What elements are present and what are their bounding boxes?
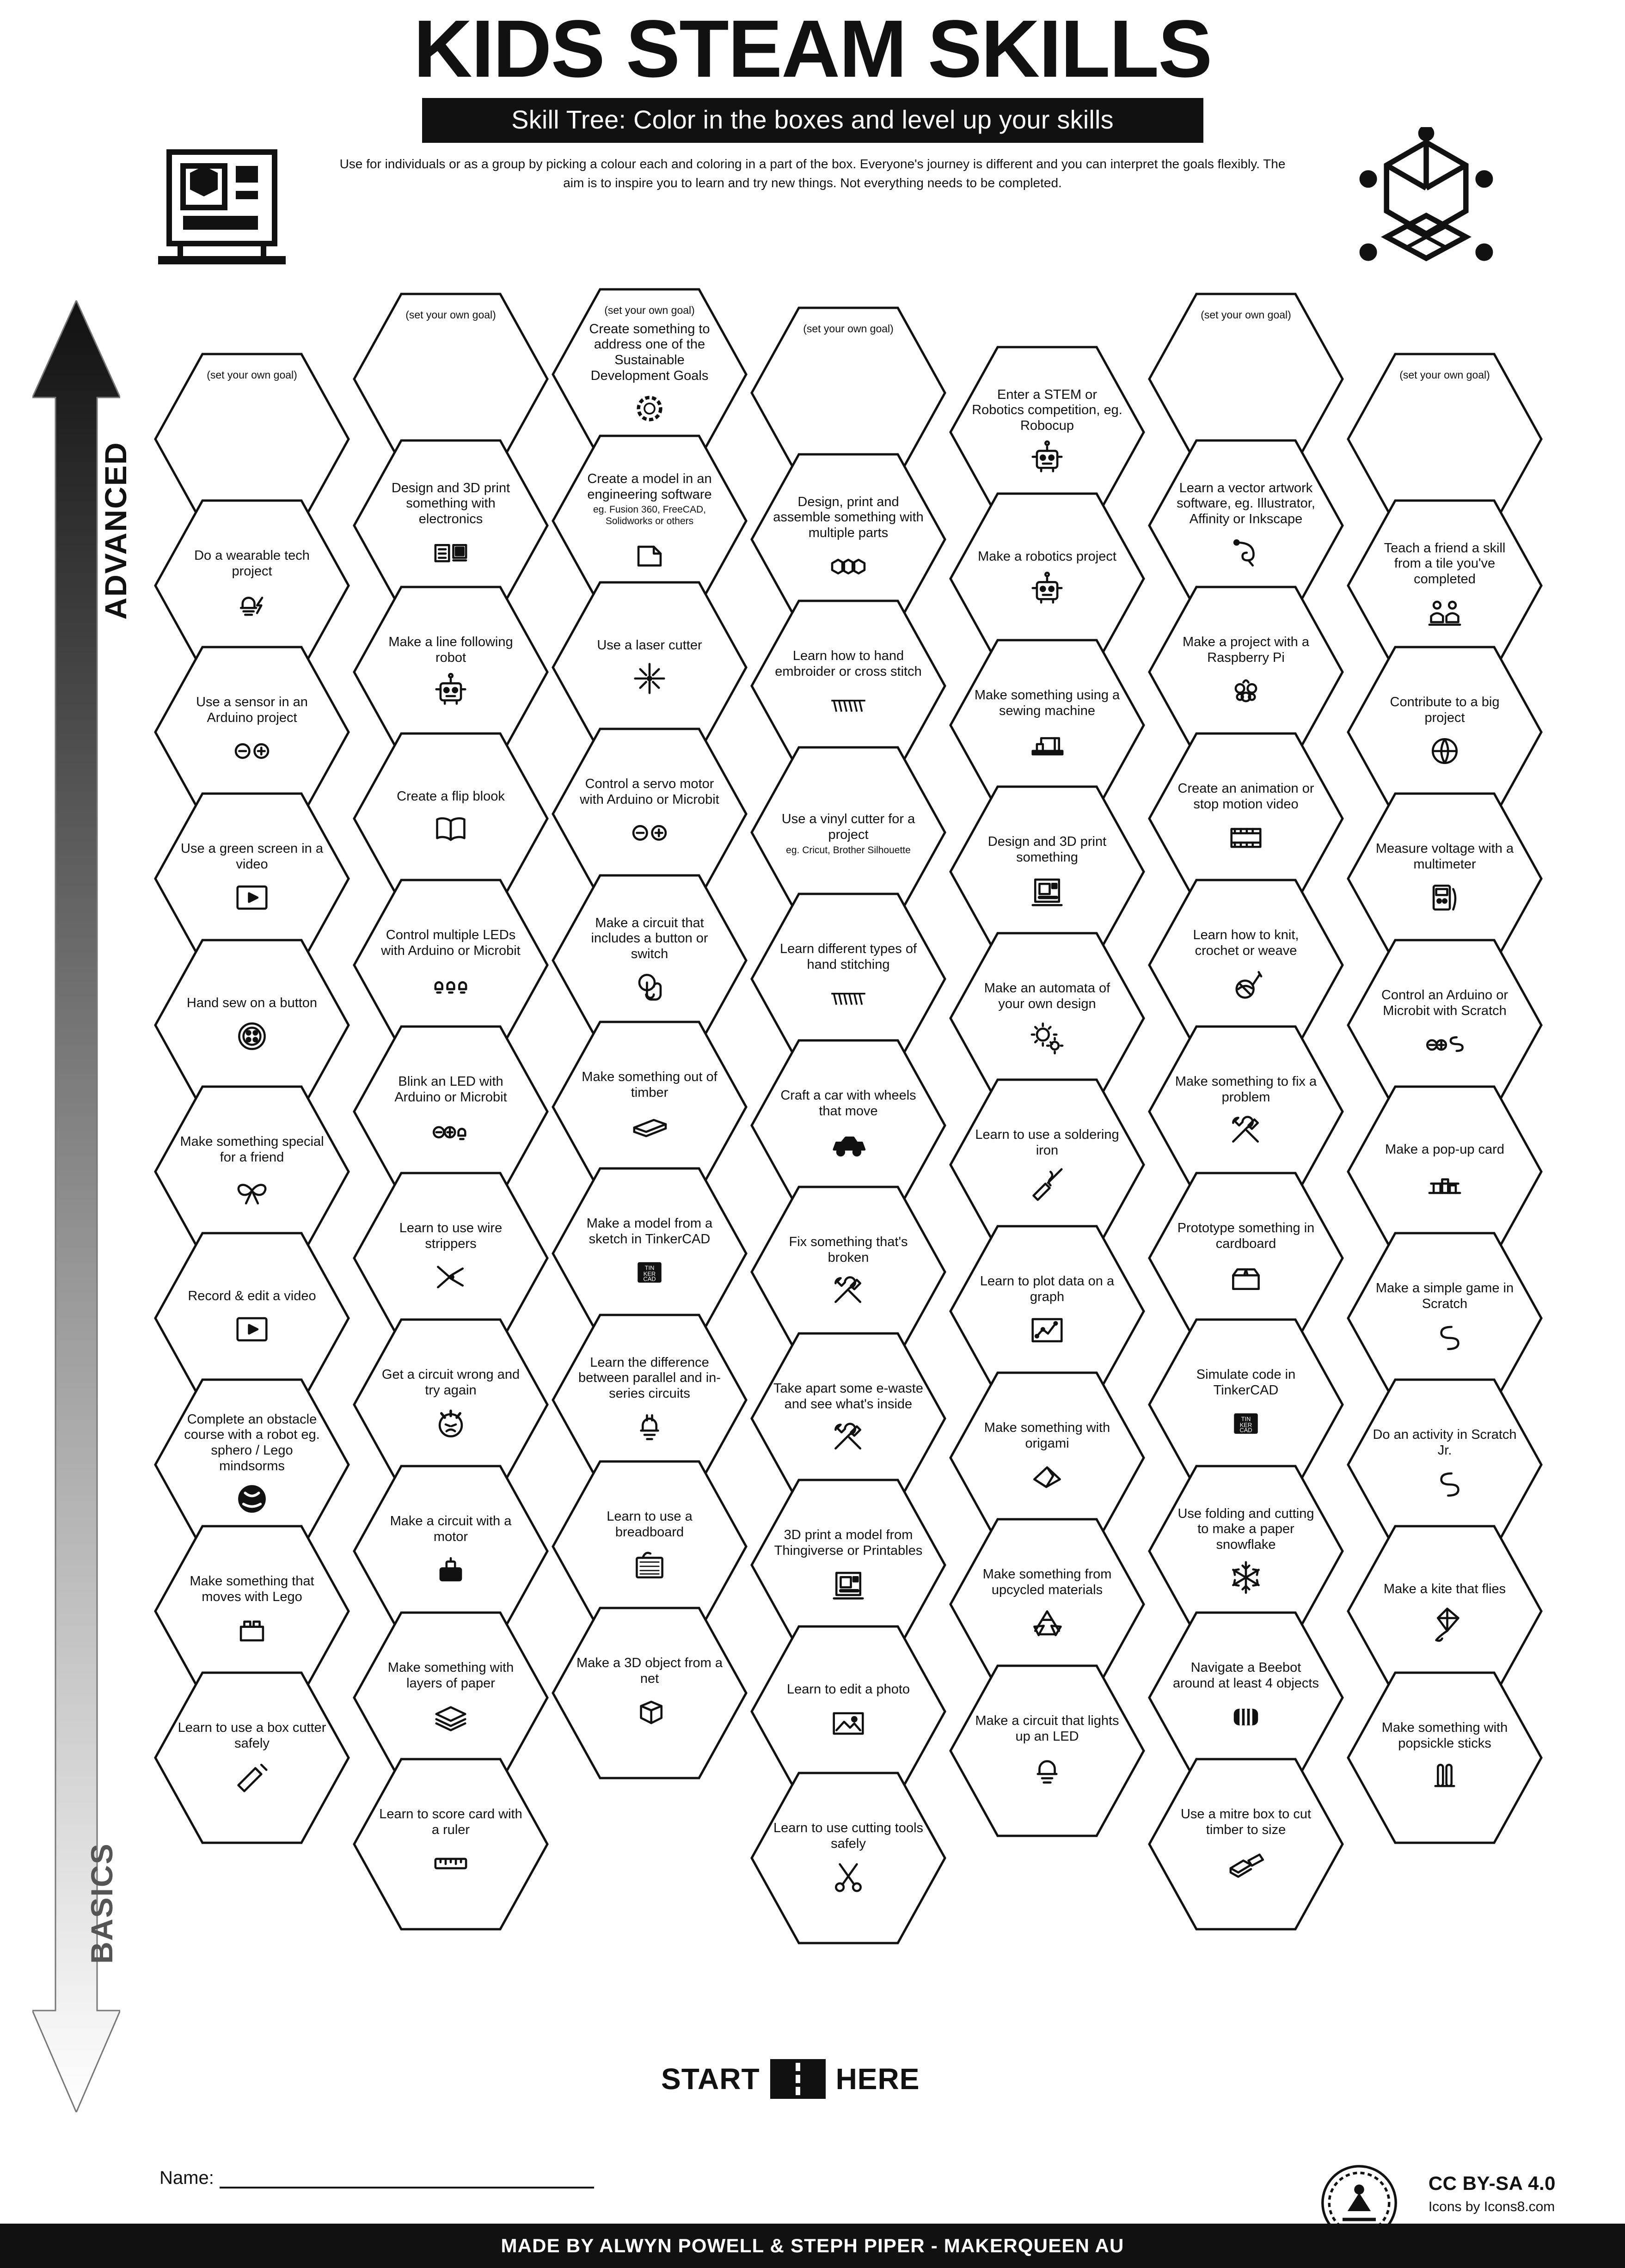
subtitle-banner: Skill Tree: Color in the boxes and level up your skills xyxy=(422,98,1203,143)
timber-icon xyxy=(628,1105,671,1147)
stitch-icon xyxy=(827,977,870,1019)
printer-icon xyxy=(827,1563,870,1605)
sdg-wheel-icon xyxy=(628,387,671,430)
multi-parts-icon xyxy=(827,544,870,587)
tile-label: Contribute to a big project xyxy=(1390,695,1500,725)
globe-icon xyxy=(1423,730,1466,772)
press-button-icon xyxy=(628,966,671,1008)
tile-label: Make a line following robot xyxy=(388,635,513,665)
tile-label: Learn to use wire strippers xyxy=(399,1221,503,1251)
arduino-icon xyxy=(628,812,671,854)
led-lightning-icon xyxy=(231,583,273,626)
led-circuit-icon xyxy=(628,1405,671,1448)
tile-label: Design and 3D print something with electronics xyxy=(391,480,510,526)
tile-label: Create a flip blook xyxy=(397,789,505,804)
tile-goal-placeholder: (set your own goal) xyxy=(1399,369,1490,381)
tile-label: Make a robotics project xyxy=(978,549,1116,564)
skill-tile[interactable] xyxy=(153,1670,351,1846)
name-label: Name: xyxy=(159,2168,214,2188)
tile-label: Make something from upcycled materials xyxy=(982,1567,1112,1597)
svg-text:TIN: TIN xyxy=(1241,1415,1251,1423)
box-cutter-icon xyxy=(231,1755,273,1798)
tile-label: Make something with layers of paper xyxy=(387,1660,514,1691)
svg-text:KER: KER xyxy=(1239,1421,1252,1428)
scratch-icon xyxy=(1423,1316,1466,1358)
led-icon xyxy=(1026,1748,1068,1791)
tools-icon xyxy=(1225,1109,1267,1152)
tile-label: Learn how to knit, crochet or weave xyxy=(1193,928,1299,958)
stitch-icon xyxy=(827,684,870,726)
kite-icon xyxy=(1423,1601,1466,1644)
tile-label: Learn to score card with a ruler xyxy=(379,1807,522,1837)
tile-label: Make something out of timber xyxy=(582,1070,717,1100)
tile-label: Use a mitre box to cut timber to size xyxy=(1180,1807,1312,1837)
tile-goal-placeholder: (set your own goal) xyxy=(1201,309,1291,321)
tile-label: Make a project with a Raspberry Pi xyxy=(1182,635,1309,665)
arduino-icon xyxy=(231,730,273,772)
tile-label: Use a green screen in a video xyxy=(181,841,323,872)
tile-label: Make a circuit with a motor xyxy=(390,1514,512,1544)
tile-label: Make a circuit that lights up an LED xyxy=(975,1713,1119,1744)
tile-label: Learn to use a breadboard xyxy=(607,1509,693,1540)
intro-text: Use for individuals or as a group by picking a colour each and coloring in a part of the box. Everyone's journey is different and you can interpret the goals flexibly. The aim is to inspire you to learn and try new things. Not everything needs to be completed. xyxy=(339,157,1286,190)
tile-label: Use a sensor in an Arduino project xyxy=(196,695,308,725)
origami-icon xyxy=(1026,1455,1068,1498)
skill-tile[interactable] xyxy=(550,1605,749,1781)
axis-label-basics: BASICS xyxy=(85,1843,119,1964)
robot-icon xyxy=(429,670,472,712)
paper-layers-icon xyxy=(429,1695,472,1738)
tile-label: Simulate code in TinkerCAD xyxy=(1196,1367,1296,1398)
tools-icon xyxy=(827,1416,870,1459)
tile-label: Make a circuit that includes a button or switch xyxy=(591,915,708,961)
teaching-icon xyxy=(1423,591,1466,633)
tools-icon xyxy=(827,1270,870,1312)
tile-label: Design and 3D print something xyxy=(987,834,1107,865)
popup-card-icon xyxy=(1423,1162,1466,1204)
svg-text:KER: KER xyxy=(643,1270,656,1277)
start-here-marker xyxy=(661,2059,920,2099)
tile-label: Craft a car with wheels that move xyxy=(780,1088,916,1119)
snowflake-icon xyxy=(1225,1556,1267,1599)
skill-tile[interactable] xyxy=(749,1770,948,1946)
multimeter-icon xyxy=(1423,876,1466,919)
license-block xyxy=(1429,2172,1556,2215)
tile-label: 3D print a model from Thingiverse or Printables xyxy=(774,1528,923,1558)
multi-led-icon xyxy=(429,963,472,1005)
tile-label: Blink an LED with Arduino or Microbit xyxy=(394,1074,507,1105)
arduino-scratch-icon xyxy=(1423,1023,1466,1065)
tile-label: Learn different types of hand stitching xyxy=(779,941,917,972)
cardboard-box-icon xyxy=(1225,1256,1267,1298)
skill-tile[interactable] xyxy=(1345,1670,1544,1846)
tile-label: Control an Arduino or Microbit with Scratch xyxy=(1381,988,1508,1018)
arduino-led-icon xyxy=(429,1109,472,1152)
breadboard-icon xyxy=(628,1544,671,1587)
animation-icon xyxy=(1225,816,1267,859)
tile-label: Make something special for a friend xyxy=(180,1134,324,1165)
tile-label: Measure voltage with a multimeter xyxy=(1375,841,1514,872)
name-input-rule[interactable] xyxy=(220,2184,594,2189)
tile-label: Control multiple LEDs with Arduino or Microbit xyxy=(381,928,521,958)
pen-tool-icon xyxy=(1225,531,1267,573)
line-chart-icon xyxy=(1026,1309,1068,1351)
book-icon xyxy=(429,808,472,851)
soldering-iron-icon xyxy=(1026,1162,1068,1205)
license-text: CC BY-SA 4.0 xyxy=(1428,2172,1556,2194)
tile-label: Do a wearable tech project xyxy=(194,548,310,579)
photo-edit-icon xyxy=(827,1701,870,1744)
tile-sublabel: eg. Cricut, Brother Silhouette xyxy=(786,844,911,856)
printer-icon xyxy=(1026,869,1068,912)
gift-bow-icon xyxy=(231,1169,273,1212)
ruler-icon xyxy=(429,1842,472,1884)
tile-goal-placeholder: (set your own goal) xyxy=(604,304,695,316)
tile-label: Learn to use cutting tools safely xyxy=(773,1821,924,1851)
skill-tile[interactable] xyxy=(948,1663,1147,1839)
robot-icon xyxy=(1026,437,1068,480)
tile-label: Use folding and cutting to make a paper snowflake xyxy=(1177,1506,1314,1552)
gears-icon xyxy=(1026,1016,1068,1058)
lego-brick-icon xyxy=(231,1609,273,1651)
axis-label-advanced: ADVANCED xyxy=(98,441,133,620)
tile-label: Create a model in an engineering software xyxy=(587,471,712,502)
scratch-icon xyxy=(1423,1462,1466,1505)
yarn-icon xyxy=(1225,963,1267,1005)
tile-label: Teach a friend a skill from a tile you've completed xyxy=(1384,540,1506,587)
tile-label: Learn the difference between parallel and in-series circuits xyxy=(578,1355,721,1401)
here-label: HERE xyxy=(835,2062,920,2096)
tile-label: Create something to address one of the Sustainable Development Goals xyxy=(589,321,710,383)
button-icon xyxy=(231,1015,273,1058)
tile-label: Learn to use a soldering iron xyxy=(975,1127,1119,1158)
beebot-icon xyxy=(1225,1695,1267,1738)
tile-label: Make a simple game in Scratch xyxy=(1375,1281,1514,1311)
video-play-icon xyxy=(231,876,273,919)
skill-tile[interactable] xyxy=(1147,1756,1345,1932)
skill-tile[interactable] xyxy=(351,1756,550,1932)
wire-strippers-icon xyxy=(429,1256,472,1298)
svg-text:CAD: CAD xyxy=(1239,1426,1252,1434)
tile-label: Make something using a sewing machine xyxy=(974,688,1120,718)
cube-net-icon xyxy=(628,1691,671,1733)
tile-label: Make something to fix a problem xyxy=(1175,1074,1317,1105)
tile-label: Do an activity in Scratch Jr. xyxy=(1373,1427,1517,1458)
tile-label: Create an animation or stop motion video xyxy=(1177,781,1314,812)
svg-text:TIN: TIN xyxy=(644,1264,655,1272)
tile-label: Learn to plot data on a graph xyxy=(980,1274,1115,1304)
tile-label: Learn a vector artwork software, eg. Illustrator, Affinity or Inkscape xyxy=(1177,480,1315,526)
laser-icon xyxy=(628,657,671,700)
car-icon xyxy=(827,1123,870,1166)
tile-label: Control a servo motor with Arduino or Microbit xyxy=(580,776,719,807)
tile-label: Make an automata of your own design xyxy=(984,981,1110,1011)
tile-label: Complete an obstacle course with a robot eg. sphero / Lego mindsorms xyxy=(184,1412,320,1473)
tile-label: Make something that moves with Lego xyxy=(190,1574,314,1604)
footer-bar: MADE BY ALWYN POWELL & STEPH PIPER - MAKERQUEEN AU xyxy=(0,2224,1625,2268)
tile-label: Learn how to hand embroider or cross stitch xyxy=(775,648,922,679)
explosion-face-icon xyxy=(429,1402,472,1445)
name-field[interactable] xyxy=(159,2168,594,2189)
tile-label: Record & edit a video xyxy=(188,1289,316,1304)
tile-label: Make a model from a sketch in TinkerCAD xyxy=(586,1216,713,1247)
page-title: KIDS STEAM SKILLS xyxy=(413,4,1212,94)
tile-label: Prototype something in cardboard xyxy=(1177,1221,1315,1251)
tile-label: Take apart some e-waste and see what's inside xyxy=(773,1381,923,1412)
popsicle-sticks-icon xyxy=(1423,1755,1466,1798)
tile-label: Learn to edit a photo xyxy=(786,1682,910,1697)
video-play-icon xyxy=(231,1308,273,1351)
sphero-robot-icon xyxy=(231,1478,273,1520)
cad-model-icon xyxy=(628,531,671,573)
mitre-box-icon xyxy=(1225,1842,1267,1884)
tile-label: Enter a STEM or Robotics competition, eg. Robocup xyxy=(972,387,1122,433)
tile-sublabel: eg. Fusion 360, FreeCAD, Solidworks or others xyxy=(593,504,706,526)
raspberry-pi-icon xyxy=(1225,670,1267,712)
robot-icon xyxy=(1026,569,1068,611)
tile-label: Hand sew on a button xyxy=(186,996,318,1011)
tile-label: Get a circuit wrong and try again xyxy=(381,1367,520,1398)
tile-goal-placeholder: (set your own goal) xyxy=(405,309,496,321)
tile-label: Navigate a Beebot around at least 4 objects xyxy=(1173,1660,1319,1691)
tinkercad-icon xyxy=(628,1251,671,1294)
tile-label: Make a pop-up card xyxy=(1385,1142,1504,1157)
tile-label: Learn to use a box cutter safely xyxy=(178,1720,326,1751)
sewing-machine-icon xyxy=(1026,723,1068,765)
icons-credit-text: Icons by Icons8.com xyxy=(1428,2199,1555,2214)
tile-label: Make a 3D object from a net xyxy=(576,1656,723,1686)
road-icon xyxy=(770,2059,826,2099)
tile-label: Use a laser cutter xyxy=(597,638,702,653)
tile-label: Fix something that's broken xyxy=(789,1235,908,1265)
tile-label: Make something with origami xyxy=(984,1420,1110,1451)
recycle-icon xyxy=(1026,1602,1068,1644)
tile-goal-placeholder: (set your own goal) xyxy=(803,323,894,335)
svg-text:CAD: CAD xyxy=(643,1275,656,1283)
tile-goal-placeholder: (set your own goal) xyxy=(207,369,297,381)
tile-label: Make a kite that flies xyxy=(1383,1582,1506,1597)
tinkercad-icon xyxy=(1225,1402,1267,1445)
tile-label: Use a vinyl cutter for a project xyxy=(781,812,915,842)
motor-icon xyxy=(429,1549,472,1591)
printer-electronics-icon xyxy=(429,531,472,573)
tile-label: Design, print and assemble something with multiple parts xyxy=(773,494,924,540)
start-label: START xyxy=(661,2062,760,2096)
scissors-icon xyxy=(827,1856,870,1898)
tile-label: Make something with popsickle sticks xyxy=(1381,1720,1508,1751)
